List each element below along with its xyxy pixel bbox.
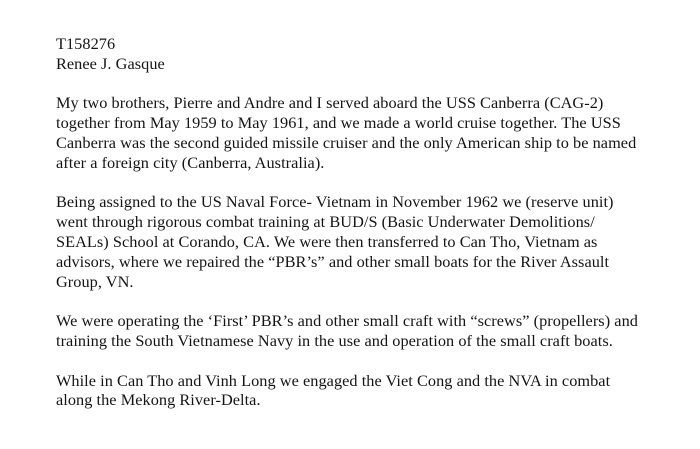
paragraph-uss-canberra bbox=[56, 93, 686, 172]
paragraph-line: went through rigorous combat training at BUD/S (Basic Underwater Demolitions/ bbox=[56, 212, 595, 232]
document-id: T158276 bbox=[56, 34, 116, 53]
author-name: Renee J. Gasque bbox=[56, 53, 165, 73]
paragraph-line: My two brothers, Pierre and Andre and I served aboard the USS Canberra (CAG-2) bbox=[56, 93, 604, 113]
paragraph-line: training the South Vietnamese Navy in the use and operation of the small craft boats. bbox=[56, 330, 613, 350]
paragraph-line: together from May 1959 to May 1961, and we made a world cruise together. The USS bbox=[56, 113, 621, 133]
paragraph-line: While in Can Tho and Vinh Long we engaged the Viet Cong and the NVA in combat bbox=[56, 370, 611, 390]
paragraph-line: after a foreign city (Canberra, Australia). bbox=[56, 152, 325, 172]
paragraph-line: along the Mekong River-Delta. bbox=[56, 390, 261, 410]
paragraph-line: Being assigned to the US Naval Force- Vietnam in November 1962 we (reserve unit) bbox=[56, 192, 614, 212]
document-header bbox=[56, 34, 686, 74]
paragraph-line: Canberra was the second guided missile cruiser and the only American ship to be named bbox=[56, 132, 637, 152]
paragraph-mekong-delta bbox=[56, 371, 686, 411]
paragraph-line: Group, VN. bbox=[56, 271, 134, 291]
paragraph-line: advisors, where we repaired the “PBR’s” and other small boats for the River Assault bbox=[56, 251, 610, 271]
paragraph-line: We were operating the ‘First’ PBR’s and other small craft with “screws” (propellers) and bbox=[56, 311, 638, 331]
paragraph-pbr-operations bbox=[56, 311, 686, 351]
document-page bbox=[56, 34, 686, 410]
paragraph-naval-force-vietnam bbox=[56, 192, 686, 291]
paragraph-line: SEALs) School at Corando, CA. We were then transferred to Can Tho, Vietnam as bbox=[56, 231, 598, 251]
